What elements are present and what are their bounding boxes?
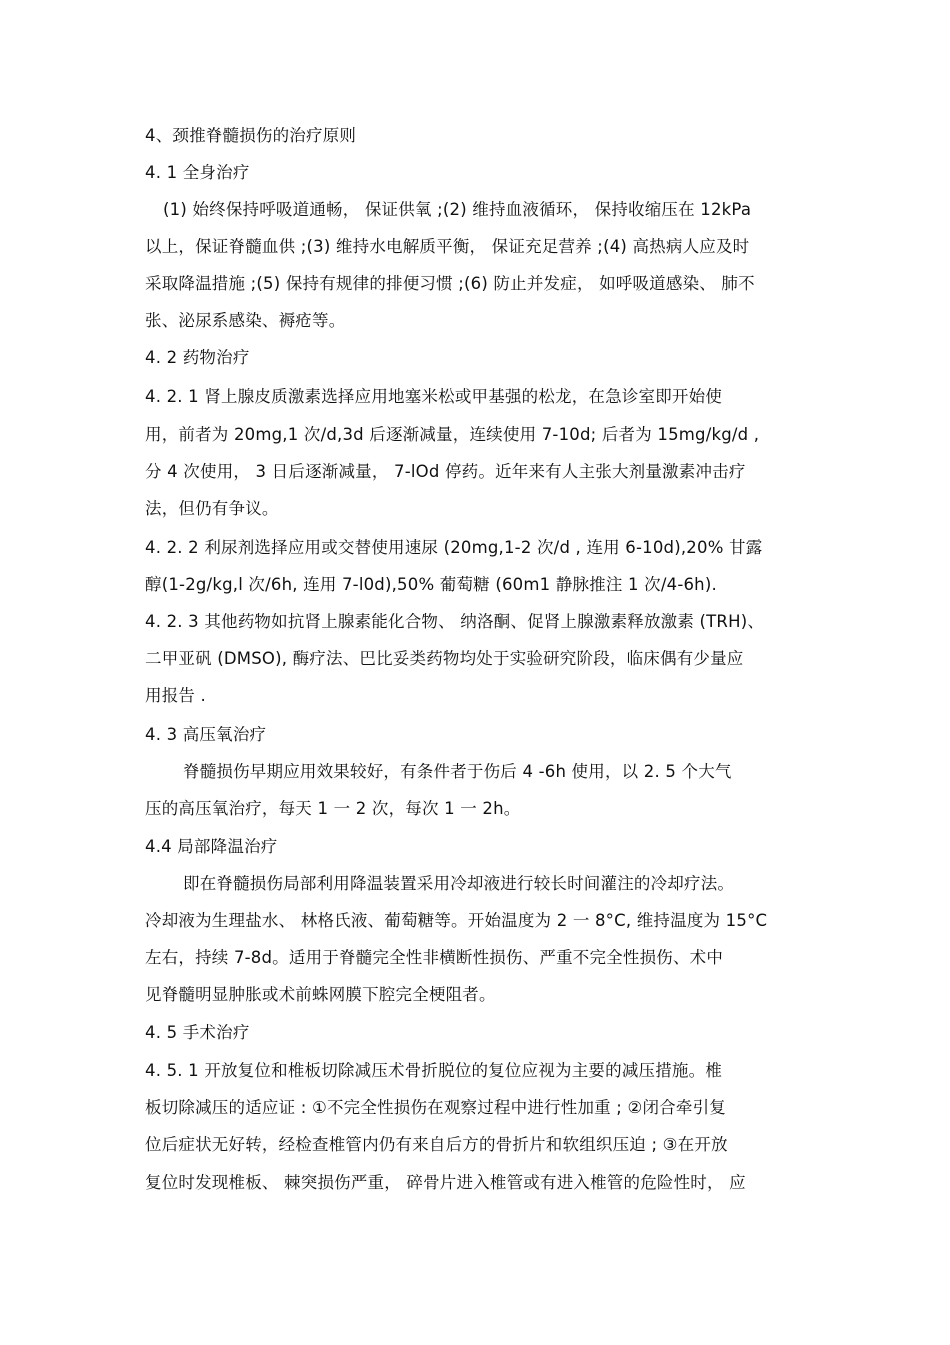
subsection-heading: 4.4 局部降温治疗 (145, 837, 278, 856)
paragraph-line: 醇(1-2g/kg,l 次/6h, 连用 7-l0d),50% 葡萄糖 (60m1 静脉推注 1 次/4-6h). (145, 575, 717, 594)
paragraph-line: 4. 2. 3 其他药物如抗肾上腺素能化合物、 纳洛酮、促肾上腺激素释放激素 (TRH)、 (145, 612, 765, 631)
paragraph-line: 冷却液为生理盐水、 林格氏液、葡萄糖等。开始温度为 2 一 8°C, 维持温度为 15°C (145, 911, 768, 930)
subsection-heading: 4. 5 手术治疗 (145, 1023, 250, 1042)
paragraph-line: 4. 2. 2 利尿剂选择应用或交替使用速尿 (20mg,1-2 次/d , 连用 6-10d),20% 甘露 (145, 538, 763, 557)
paragraph-line: 复位时发现椎板、 棘突损伤严重， 碎骨片进入椎管或有进入椎管的危险性时， 应 (145, 1173, 746, 1192)
subsection-heading: 4. 3 高压氧治疗 (145, 725, 267, 744)
paragraph-line: 即在脊髓损伤局部利用降温装置采用冷却液进行较长时间灌注的冷却疗法。 (183, 874, 735, 893)
paragraph-line: 4. 2. 1 肾上腺皮质激素选择应用地塞米松或甲基强的松龙，在急诊室即开始使 (145, 387, 723, 406)
paragraph-line: 4. 5. 1 开放复位和椎板切除减压术骨折脱位的复位应视为主要的减压措施。椎 (145, 1061, 723, 1080)
paragraph-line: 脊髓损伤早期应用效果较好，有条件者于伤后 4 -6h 使用，以 2. 5 个大气 (183, 762, 732, 781)
paragraph-line: 用报告 . (145, 686, 206, 705)
section-heading: 4、颈推脊髓损伤的治疗原则 (145, 126, 357, 145)
paragraph-line: 采取降温措施 ;(5) 保持有规律的排便习惯 ;(6) 防止并发症， 如呼吸道感染、 肺不 (145, 274, 755, 293)
paragraph-line: (1) 始终保持呼吸道通畅， 保证供氧 ;(2) 维持血液循环， 保持收缩压在 12kPa (163, 200, 752, 219)
paragraph-line: 以上，保证脊髓血供 ;(3) 维持水电解质平衡， 保证充足营养 ;(4) 高热病人应及时 (145, 237, 750, 256)
paragraph-line: 位后症状无好转，经检查椎管内仍有来自后方的骨折片和软组织压迫 ; ③在开放 (145, 1135, 728, 1154)
paragraph-line: 法，但仍有争议。 (145, 499, 279, 518)
paragraph-line: 见脊髓明显肿胀或术前蛛网膜下腔完全梗阻者。 (145, 985, 496, 1004)
paragraph-line: 压的高压氧治疗，每天 1 一 2 次，每次 1 一 2h。 (145, 799, 521, 818)
paragraph-line: 张、泌尿系感染、褥疮等。 (145, 311, 346, 330)
paragraph-line: 分 4 次使用， 3 日后逐渐减量， 7-lOd 停药。近年来有人主张大剂量激素冲击疗 (145, 462, 746, 481)
subsection-heading: 4. 1 全身治疗 (145, 163, 250, 182)
paragraph-line: 左右，持续 7-8d。适用于脊髓完全性非横断性损伤、严重不完全性损伤、术中 (145, 948, 724, 967)
paragraph-line: 二甲亚矾 (DMSO), 酶疗法、巴比妥类药物均处于实验研究阶段，临床偶有少量应 (145, 649, 744, 668)
paragraph-line: 板切除减压的适应证 : ①不完全性损伤在观察过程中进行性加重 ; ②闭合牵引复 (145, 1098, 726, 1117)
paragraph-line: 用，前者为 20mg,1 次/d,3d 后逐渐减量，连续使用 7-10d; 后者为 15mg/kg/d , (145, 425, 760, 444)
subsection-heading: 4. 2 药物治疗 (145, 348, 250, 367)
